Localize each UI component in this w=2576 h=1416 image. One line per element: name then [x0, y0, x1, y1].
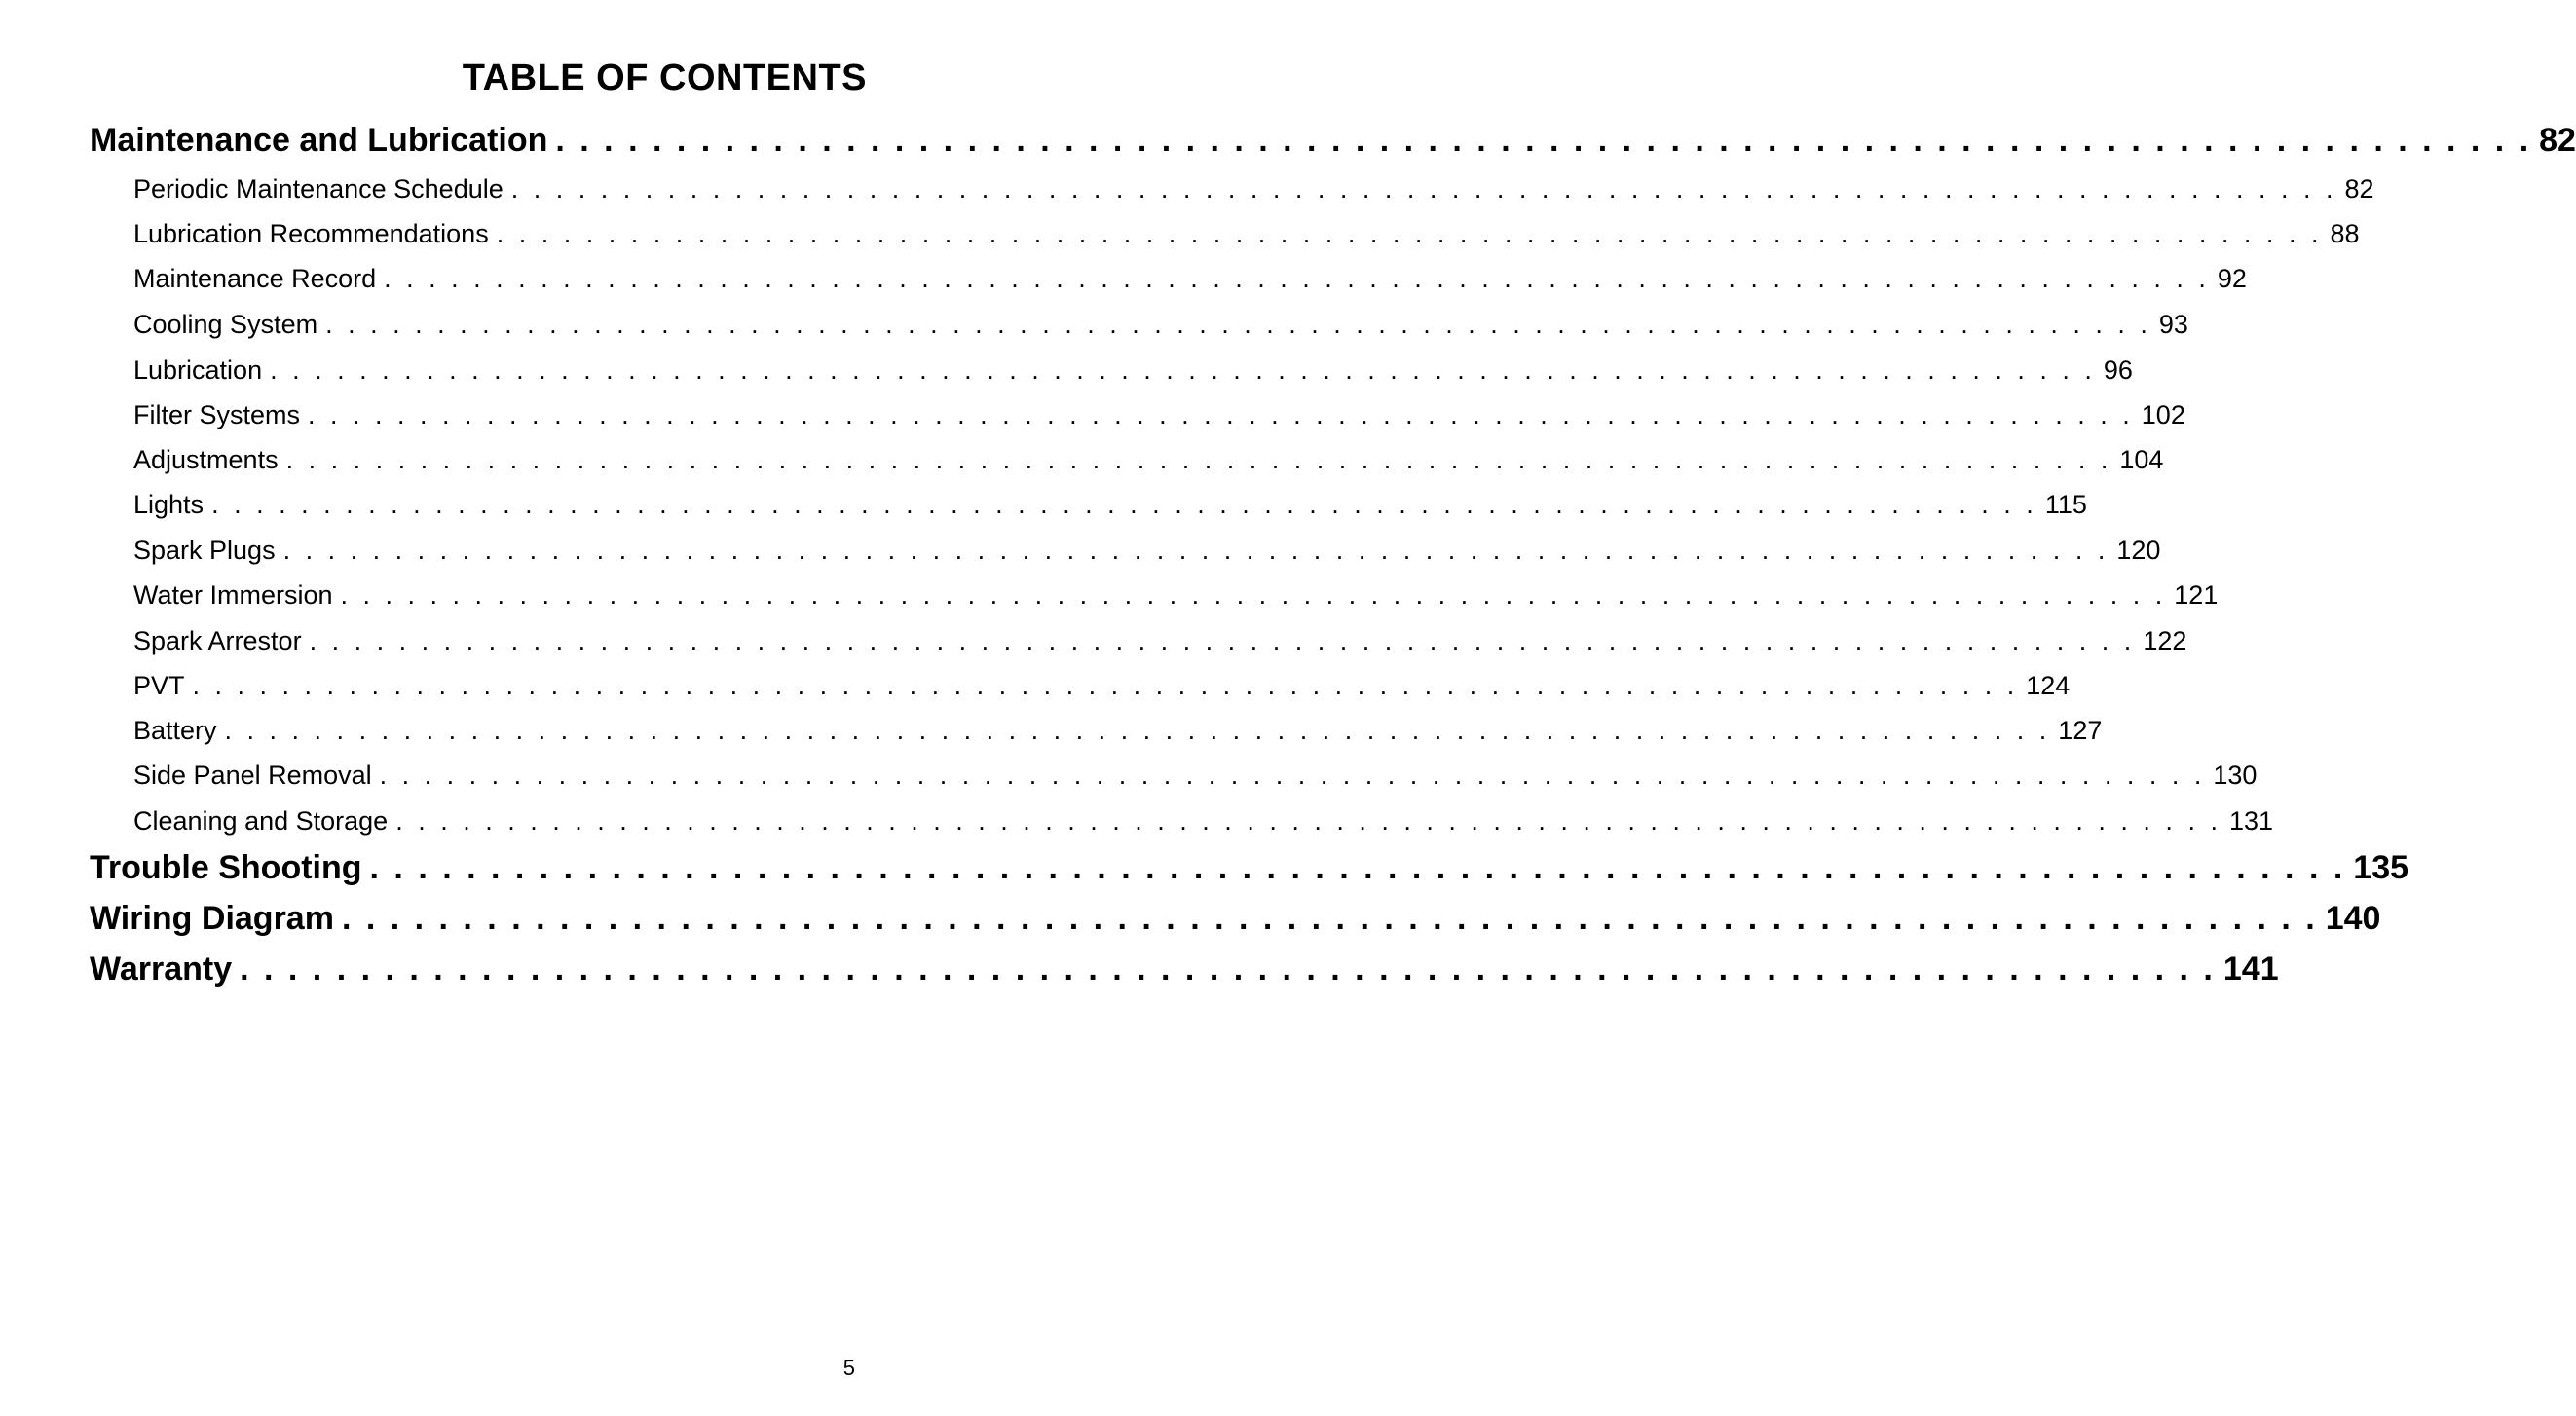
page-title: TABLE OF CONTENTS: [462, 57, 867, 98]
toc-entry-page: 124: [2026, 671, 2071, 700]
dot-leader: . . . . . . . . . . . . . . . . . . . . . . . . . . . . . . . . . . . . . . . . . . . . . . . . . . . . . . . . . . . . . . . . . . . . . . . . . . . . . . . . . .: [340, 580, 2167, 610]
dot-leader: . . . . . . . . . . . . . . . . . . . . . . . . . . . . . . . . . . . . . . . . . . . . . . . . . . . . . . . . . . . . . . . . . . . . . . . . . . . . . . . . . .: [369, 849, 2346, 886]
toc-entry-warranty[interactable]: [90, 948, 2279, 990]
toc-entry-label: Cooling System: [133, 310, 318, 339]
toc-entry-pvt[interactable]: [133, 668, 2071, 703]
toc-entry-periodic-maintenance-schedule[interactable]: [133, 171, 2374, 206]
toc-entry-label: Periodic Maintenance Schedule: [133, 174, 504, 204]
toc-entry-cooling-system[interactable]: [133, 307, 2188, 342]
dot-leader: . . . . . . . . . . . . . . . . . . . . . . . . . . . . . . . . . . . . . . . . . . . . . . . . . . . . . . . . . . . . . . . . . . . . . . . . . . . . . . . . . .: [309, 626, 2136, 655]
toc-entry-water-immersion[interactable]: [133, 578, 2219, 613]
dot-leader: . . . . . . . . . . . . . . . . . . . . . . . . . . . . . . . . . . . . . . . . . . . . . . . . . . . . . . . . . . . . . . . . . . . . . . . . . . . . . . . . . .: [341, 900, 2318, 937]
toc-entry-page: 115: [2044, 490, 2087, 519]
toc-entry-wiring-diagram[interactable]: [90, 897, 2381, 940]
toc-entry-label: PVT: [133, 671, 185, 700]
toc-entry-label: Filter Systems: [133, 400, 301, 429]
page-number: 5: [842, 1356, 855, 1380]
dot-leader: . . . . . . . . . . . . . . . . . . . . . . . . . . . . . . . . . . . . . . . . . . . . . . . . . . . . . . . . . . . . . . . . . . . . . . . . . . . . . . . . . .: [395, 806, 2221, 836]
toc-entry-page: 140: [2325, 900, 2381, 937]
toc-entry-spark-plugs[interactable]: [133, 533, 2161, 568]
toc-entry-label: Spark Arrestor: [133, 626, 302, 655]
toc-entry-battery[interactable]: [133, 713, 2103, 748]
dot-leader: . . . . . . . . . . . . . . . . . . . . . . . . . . . . . . . . . . . . . . . . . . . . . . . . . . . . . . . . . . . . . . . . . . . . . . . . . . . . . . . . . .: [192, 671, 2019, 700]
toc-entry-label: Warranty: [90, 950, 233, 987]
dot-leader: . . . . . . . . . . . . . . . . . . . . . . . . . . . . . . . . . . . . . . . . . . . . . . . . . . . . . . . . . . . . . . . . . . . . . . . . . . . . . . . . . .: [240, 950, 2216, 987]
toc-entry-spark-arrestor[interactable]: [133, 623, 2187, 658]
toc-entry-trouble-shooting[interactable]: [90, 846, 2409, 889]
toc-entry-page: 131: [2228, 806, 2274, 836]
toc-entry-page: 135: [2353, 849, 2409, 886]
toc-entry-lubrication[interactable]: [133, 353, 2133, 388]
toc-entry-side-panel-removal[interactable]: [133, 758, 2258, 793]
toc-entry-page: 104: [2119, 445, 2164, 474]
dot-leader: . . . . . . . . . . . . . . . . . . . . . . . . . . . . . . . . . . . . . . . . . . . . . . . . . . . . . . . . . . . . . . . . . . . . . . . . . . . . . . . . . .: [285, 445, 2112, 474]
dot-leader: . . . . . . . . . . . . . . . . . . . . . . . . . . . . . . . . . . . . . . . . . . . . . . . . . . . . . . . . . . . . . . . . . . . . . . . . . . . . . . . . . .: [325, 310, 2151, 339]
toc-entry-label: Maintenance Record: [133, 264, 377, 293]
toc-entry-lights[interactable]: [133, 487, 2087, 522]
dot-leader: . . . . . . . . . . . . . . . . . . . . . . . . . . . . . . . . . . . . . . . . . . . . . . . . . . . . . . . . . . . . . . . . . . . . . . . . . . . . . . . . . .: [496, 219, 2323, 248]
toc-entry-label: Lubrication: [133, 355, 263, 385]
toc-entry-page: 130: [2213, 761, 2258, 790]
dot-leader: . . . . . . . . . . . . . . . . . . . . . . . . . . . . . . . . . . . . . . . . . . . . . . . . . . . . . . . . . . . . . . . . . . . . . . . . . . . . . . . . . .: [308, 400, 2134, 429]
toc-entry-label: Spark Plugs: [133, 536, 276, 565]
dot-leader: . . . . . . . . . . . . . . . . . . . . . . . . . . . . . . . . . . . . . . . . . . . . . . . . . . . . . . . . . . . . . . . . . . . . . . . . . . . . . . . . . .: [282, 536, 2109, 565]
dot-leader: . . . . . . . . . . . . . . . . . . . . . . . . . . . . . . . . . . . . . . . . . . . . . . . . . . . . . . . . . . . . . . . . . . . . . . . . . . . . . . . . . .: [211, 490, 2037, 519]
dot-leader: . . . . . . . . . . . . . . . . . . . . . . . . . . . . . . . . . . . . . . . . . . . . . . . . . . . . . . . . . . . . . . . . . . . . . . . . . . . . . . . . . .: [555, 122, 2532, 159]
toc-entry-label: Water Immersion: [133, 580, 333, 610]
toc-entry-page: 82: [2539, 122, 2576, 159]
toc-entry-page: 122: [2143, 626, 2187, 655]
toc-entry-label: Battery: [133, 716, 217, 745]
dot-leader: . . . . . . . . . . . . . . . . . . . . . . . . . . . . . . . . . . . . . . . . . . . . . . . . . . . . . . . . . . . . . . . . . . . . . . . . . . . . . . . . . .: [224, 716, 2051, 745]
toc-entry-filter-systems[interactable]: [133, 397, 2185, 432]
toc-entry-label: Cleaning and Storage: [133, 806, 389, 836]
toc-entry-page: 121: [2174, 580, 2219, 610]
toc-entry-label: Maintenance and Lubrication: [90, 122, 548, 159]
toc-entry-label: Lights: [133, 490, 205, 519]
toc-entry-lubrication-recommendations[interactable]: [133, 216, 2360, 251]
toc-entry-label: Trouble Shooting: [90, 849, 362, 886]
toc-entry-maintenance-record[interactable]: [133, 261, 2247, 296]
toc-entry-page: 96: [2103, 355, 2133, 385]
toc-entry-page: 93: [2158, 310, 2188, 339]
toc-entry-page: 102: [2141, 400, 2185, 429]
toc-entry-cleaning-and-storage[interactable]: [133, 803, 2274, 838]
toc-entry-page: 127: [2058, 716, 2103, 745]
toc-entry-page: 88: [2330, 219, 2360, 248]
toc-entry-label: Lubrication Recommendations: [133, 219, 489, 248]
dot-leader: . . . . . . . . . . . . . . . . . . . . . . . . . . . . . . . . . . . . . . . . . . . . . . . . . . . . . . . . . . . . . . . . . . . . . . . . . . . . . . . . . .: [384, 264, 2210, 293]
toc-entry-label: Side Panel Removal: [133, 761, 372, 790]
toc-entry-adjustments[interactable]: [133, 442, 2164, 477]
toc-entry-page: 92: [2217, 264, 2247, 293]
toc-entry-label: Wiring Diagram: [90, 900, 334, 937]
dot-leader: . . . . . . . . . . . . . . . . . . . . . . . . . . . . . . . . . . . . . . . . . . . . . . . . . . . . . . . . . . . . . . . . . . . . . . . . . . . . . . . . . .: [379, 761, 2206, 790]
dot-leader: . . . . . . . . . . . . . . . . . . . . . . . . . . . . . . . . . . . . . . . . . . . . . . . . . . . . . . . . . . . . . . . . . . . . . . . . . . . . . . . . . .: [270, 355, 2096, 385]
toc-entry-page: 120: [2116, 536, 2161, 565]
dot-leader: . . . . . . . . . . . . . . . . . . . . . . . . . . . . . . . . . . . . . . . . . . . . . . . . . . . . . . . . . . . . . . . . . . . . . . . . . . . . . . . . . .: [510, 174, 2337, 204]
toc-entry-label: Adjustments: [133, 445, 279, 474]
toc-entry-page: 82: [2344, 174, 2374, 204]
toc-entry-maintenance-and-lubrication[interactable]: [90, 119, 2576, 162]
toc-entry-page: 141: [2222, 950, 2279, 987]
